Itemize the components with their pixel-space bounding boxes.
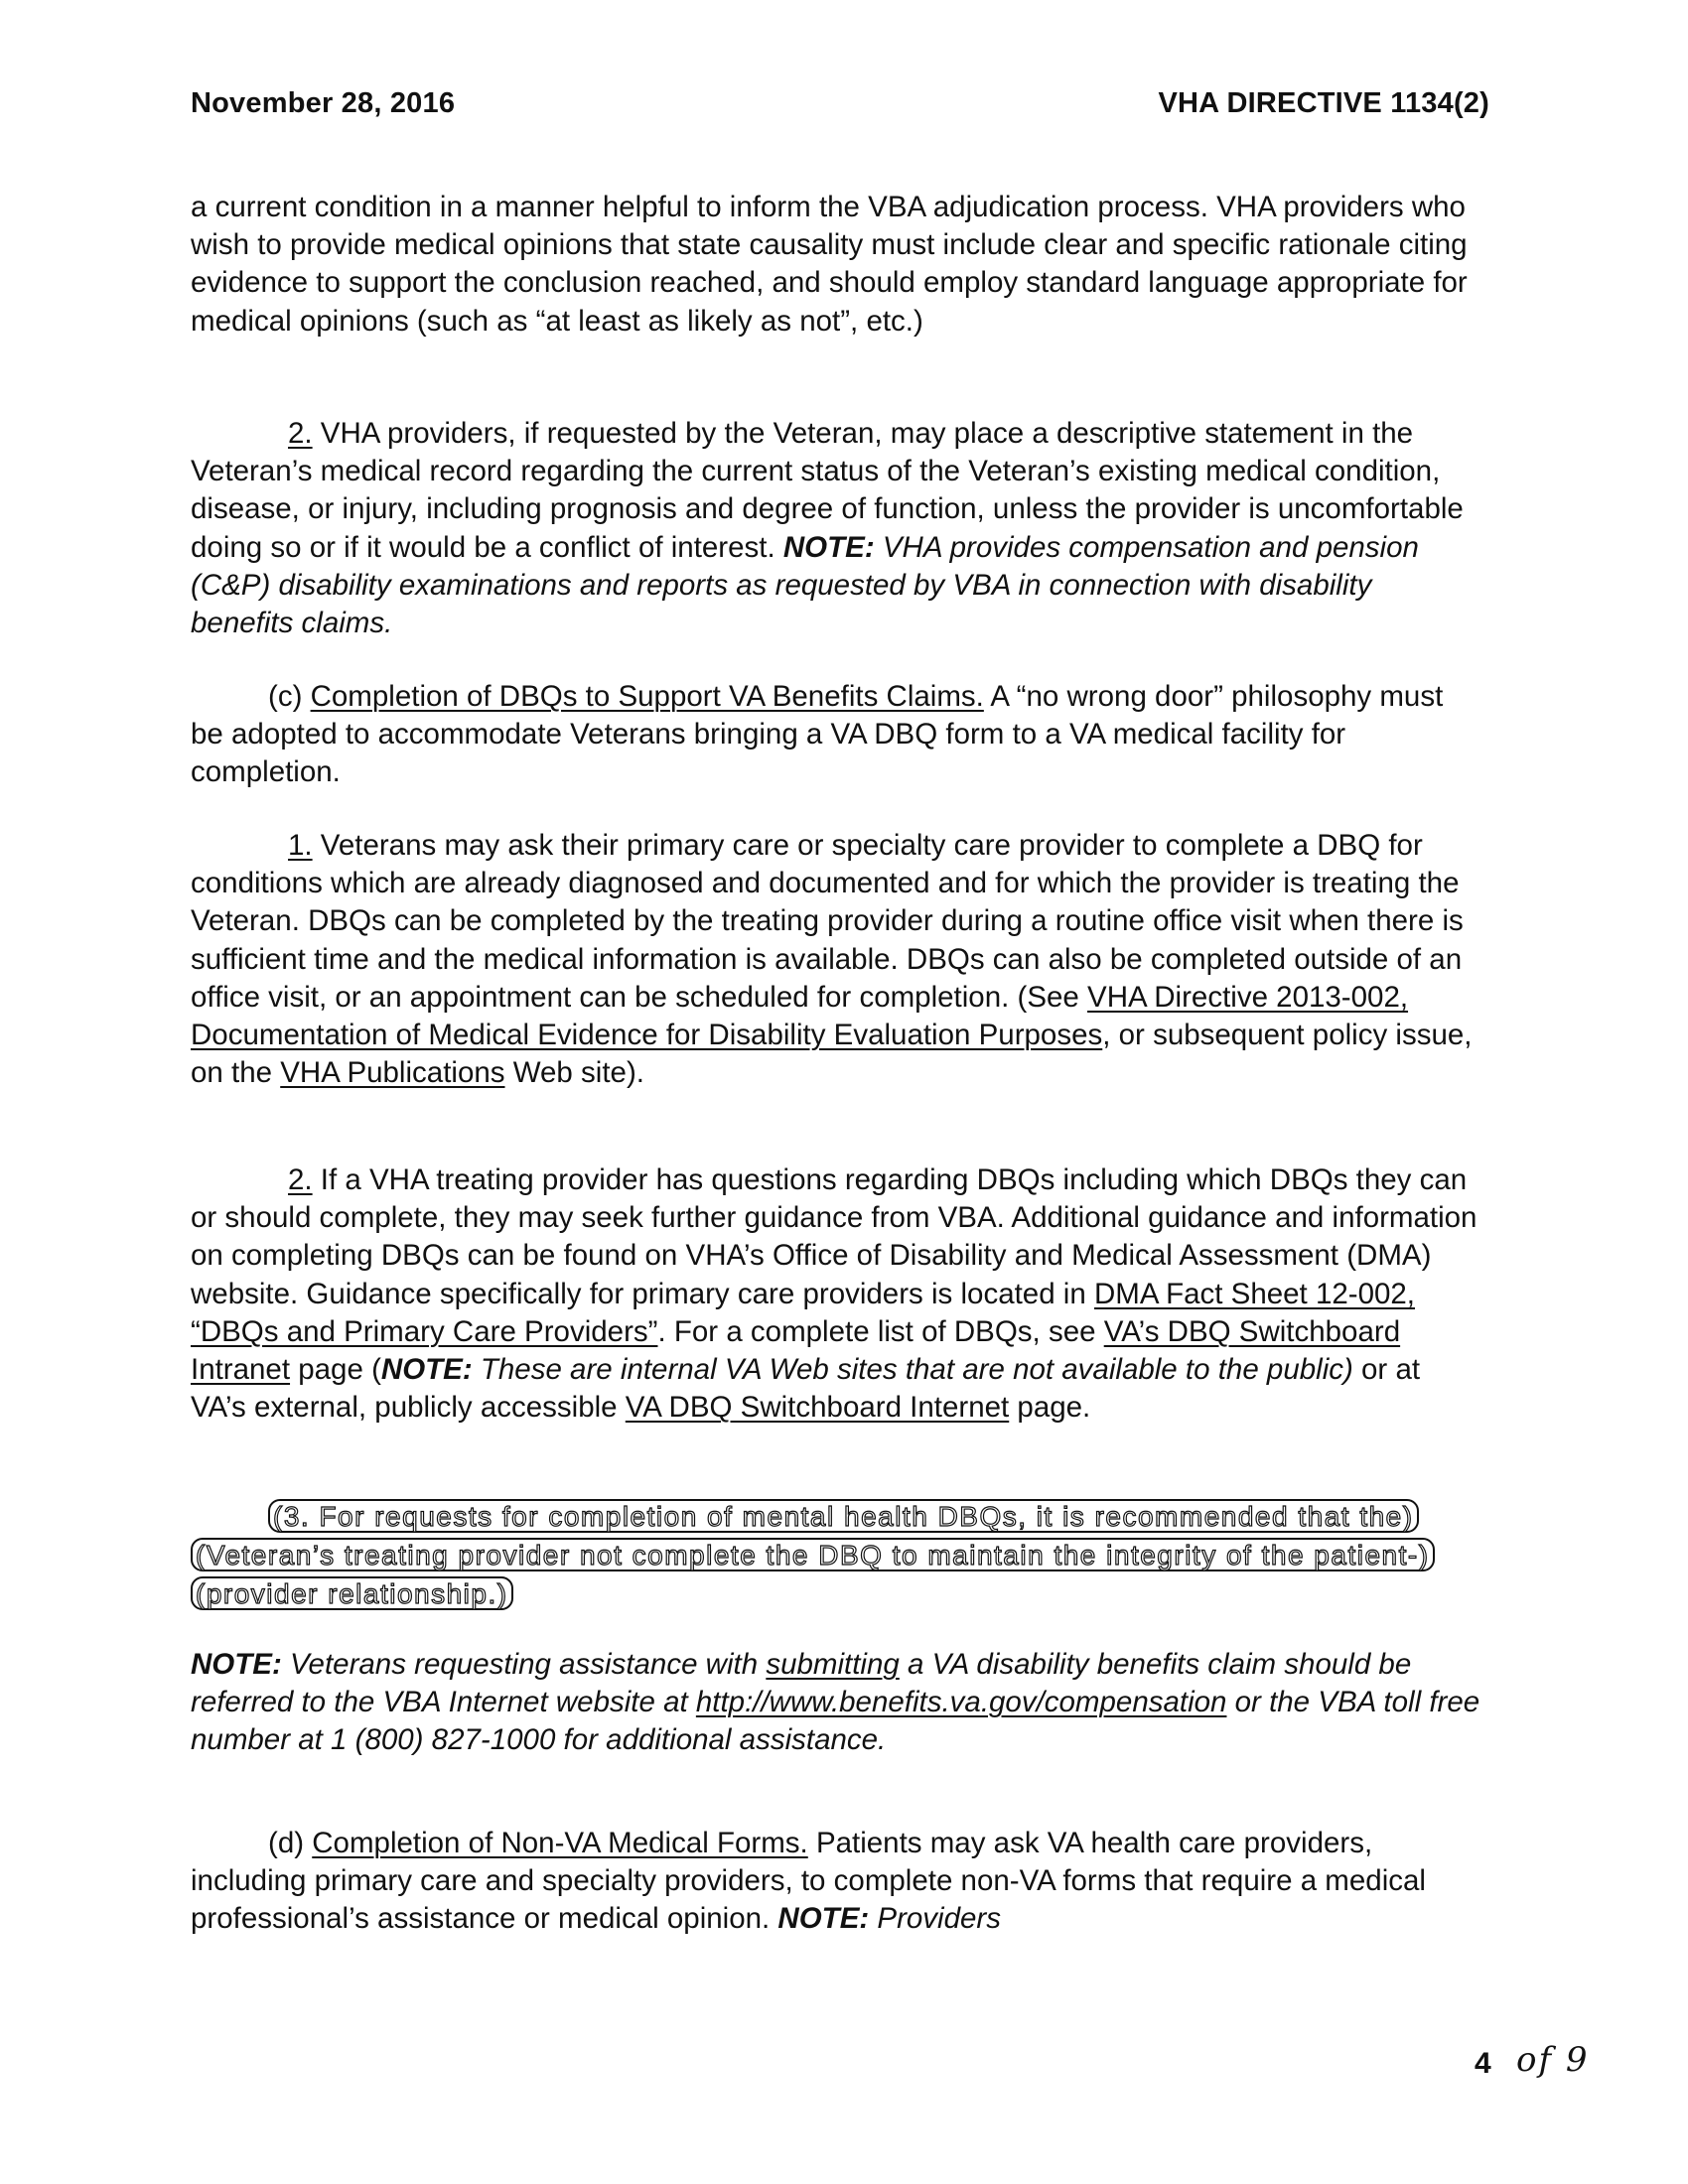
item-number: 1.: [288, 829, 313, 862]
note-text: Veterans requesting assistance with: [281, 1648, 767, 1681]
section-heading: Completion of Non-VA Medical Forms.: [312, 1827, 808, 1859]
paragraph-text: If a VHA treating provider has questions regarding DBQs including which DBQs they can or should complete, they may seek further guidance from VBA. Additional guidance and information on completing DBQs can be found on VHA’s Office of Disability and Medical Assessment (DMA) website. Guidance specifically for primary care providers is located in: [191, 1163, 1477, 1310]
paragraph-continuation: [191, 189, 1481, 341]
link-dbq-switchboard-internet[interactable]: VA DBQ Switchboard Internet: [625, 1391, 1010, 1425]
link-dbq-switchboard-intranet[interactable]: VA’s DBQ Switchboard Intranet: [191, 1314, 1401, 1387]
handwritten-page-total: of 9: [1516, 2040, 1590, 2080]
link-vha-publications[interactable]: VHA Publications: [280, 1056, 505, 1090]
link-vba-compensation-website[interactable]: http://www.benefits.va.gov/compensation: [695, 1686, 1227, 1719]
item-number: 2.: [288, 417, 313, 450]
section-d: [191, 1825, 1481, 1939]
note-text: VHA provides compensation and pension (C&P) disability examinations and reports as requested by VBA in connection with disability benefits claims.: [191, 530, 1419, 640]
paragraph-text: or at VA’s external, publicly accessible: [191, 1353, 1421, 1425]
note-label: NOTE:: [380, 1353, 473, 1387]
paragraph-text: VHA providers, if requested by the Veteran, may place a descriptive statement in the Veteran’s medical record regarding the current status of the Veteran’s existing medical condition, disease, or injury, including prognosis and degree of function, unless the provider is uncomfortable doing so or if it would be a conflict of interest.: [191, 417, 1464, 564]
highlighted-line: [191, 1536, 1481, 1574]
paragraph-text: page (: [290, 1353, 381, 1387]
link-vha-directive-2013-002[interactable]: VHA Directive 2013-002, Documentation of Medical Evidence for Disability Evaluation Purposes: [191, 980, 1409, 1052]
paragraph-text: page.: [1009, 1391, 1091, 1425]
highlight-box: (provider relationship.): [191, 1576, 513, 1610]
note-text: These are internal VA Web sites that are not available to the public): [472, 1353, 1353, 1387]
section-heading: Completion of DBQs to Support VA Benefits Claims.: [310, 680, 984, 713]
paragraph-c3-highlighted: [191, 1497, 1481, 1614]
paragraph-c2: [191, 1161, 1481, 1427]
note-label: NOTE:: [191, 1648, 282, 1681]
paragraph-text: , or subsequent policy issue, on the: [191, 1019, 1473, 1090]
paragraph-text: Veterans may ask their primary care or specialty care provider to complete a DBQ for conditions which are already diagnosed and documented and for which the provider is treating the Veteran. DBQs can be completed by the treating provider during a routine office visit when there is sufficient time and the medical information is available. DBQs can also be completed outside of an office visit, or an appointment can be scheduled for completion. (See: [191, 829, 1464, 1014]
note-text: or the VBA toll free number at 1 (800) 827-1000 for additional assistance.: [191, 1686, 1480, 1757]
note-label: NOTE:: [782, 530, 875, 564]
header-directive-number: VHA DIRECTIVE 1134(2): [1158, 87, 1489, 119]
highlighted-line: [191, 1497, 1481, 1536]
highlight-box: (3. For requests for completion of mental health DBQs, it is recommended that the): [268, 1499, 1419, 1533]
paragraph-text: a current condition in a manner helpful to inform the VBA adjudication process. VHA providers who wish to provide medical opinions that state causality must include clear and specific rationale citing evidence to support the conclusion reached, and should employ standard language appropriate for medical opinions (such as “at least as likely as not”, etc.): [191, 191, 1468, 338]
section-c: [191, 678, 1481, 792]
header-date: November 28, 2016: [191, 87, 456, 119]
note-text: Providers: [869, 1902, 1001, 1936]
paragraph-b2: [191, 415, 1481, 642]
underlined-word: submitting: [766, 1648, 900, 1681]
paragraph-text: A “no wrong door” philosophy must be adopted to accommodate Veterans bringing a VA DBQ form to a VA medical facility for completion.: [191, 680, 1444, 789]
link-dma-fact-sheet[interactable]: DMA Fact Sheet 12-002, “DBQs and Primary Care Providers”: [191, 1277, 1415, 1348]
section-label: (c): [268, 680, 311, 713]
paragraph-c1: [191, 827, 1481, 1092]
item-number: 2.: [288, 1163, 313, 1196]
note-text: a VA disability benefits claim should be referred to the VBA Internet website at: [191, 1648, 1412, 1719]
paragraph-text: . For a complete list of DBQs, see: [657, 1314, 1104, 1348]
highlight-box: (Veteran’s treating provider not complete the DBQ to maintain the integrity of the patient-): [191, 1538, 1435, 1571]
note-label: NOTE:: [777, 1902, 870, 1936]
paragraph-text: Patients may ask VA health care providers, including primary care and specialty providers, to complete non-VA forms that require a medical professional’s assistance or medical opinion.: [191, 1827, 1426, 1936]
note-paragraph: [191, 1646, 1481, 1760]
highlighted-line: [191, 1574, 1481, 1613]
section-label: (d): [268, 1827, 313, 1859]
page-number: 4: [1475, 2047, 1491, 2080]
paragraph-text: Web site).: [504, 1056, 644, 1090]
